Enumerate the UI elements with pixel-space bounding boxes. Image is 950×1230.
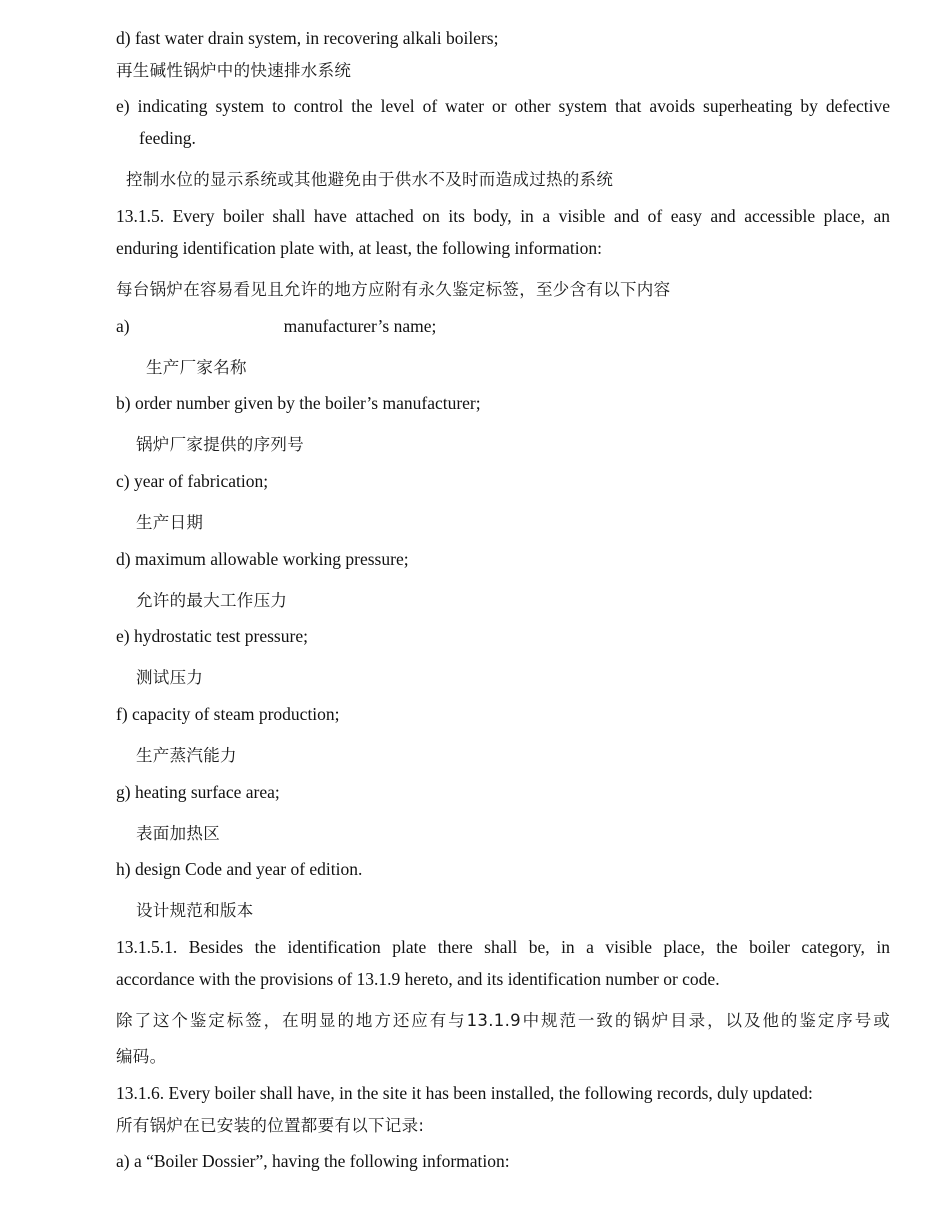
text-line-chinese: 编码。 xyxy=(116,1047,167,1066)
list-item: f) capacity of steam production; xyxy=(116,704,340,724)
list-item: c) year of fabrication; xyxy=(116,471,269,491)
list-item: d) maximum allowable working pressure; xyxy=(116,549,409,569)
list-item: b) order number given by the boiler’s manufacturer; xyxy=(116,393,481,413)
text-line: feeding. xyxy=(139,128,196,148)
text-line-chinese: 每台锅炉在容易看见且允许的地方应附有永久鉴定标签，至少含有以下内容 xyxy=(116,280,671,299)
list-item-text: manufacturer’s name; xyxy=(283,316,437,336)
text-line-chinese: 再生碱性锅炉中的快速排水系统 xyxy=(116,61,352,80)
text-line-chinese: 测试压力 xyxy=(136,668,204,687)
text-line: 13.1.6. Every boiler shall have, in the site it has been installed, the following records, duly updated: xyxy=(116,1083,813,1103)
list-item-marker: a) xyxy=(116,316,130,336)
text-line: 13.1.5.1. Besides the identification plate there shall be, in a visible place, the boiler category, in xyxy=(116,937,890,957)
list-item: h) design Code and year of edition. xyxy=(116,859,363,879)
text-line-chinese: 锅炉厂家提供的序列号 xyxy=(136,435,304,454)
text-line-chinese: 生产日期 xyxy=(136,513,204,532)
text-line-chinese: 除了这个鉴定标签，在明显的地方还应有与13.1.9中规范一致的锅炉目录，以及他的鉴定序号或 xyxy=(116,1011,890,1030)
text-line-chinese: 生产厂家名称 xyxy=(146,358,247,377)
text-line-chinese: 允许的最大工作压力 xyxy=(136,591,288,610)
text-line-chinese: 生产蒸汽能力 xyxy=(136,746,237,765)
text-line-chinese: 设计规范和版本 xyxy=(136,901,254,920)
text-line: e) indicating system to control the level of water or other system that avoids superheating by defective xyxy=(116,96,890,116)
text-line: d) fast water drain system, in recovering alkali boilers; xyxy=(116,28,499,48)
text-line: enduring identification plate with, at least, the following information: xyxy=(116,238,602,258)
text-line-chinese: 所有锅炉在已安装的位置都要有以下记录: xyxy=(116,1116,425,1135)
text-line: 13.1.5. Every boiler shall have attached on its body, in a visible and of easy and accessible place, an xyxy=(116,206,890,226)
text-line-chinese: 控制水位的显示系统或其他避免由于供水不及时而造成过热的系统 xyxy=(126,170,614,189)
text-line: accordance with the provisions of 13.1.9 hereto, and its identification number or code. xyxy=(116,969,720,989)
text-line-chinese: 表面加热区 xyxy=(136,824,220,843)
list-item: a) a “Boiler Dossier”, having the following information: xyxy=(116,1151,510,1171)
list-item xyxy=(116,310,890,342)
list-item: g) heating surface area; xyxy=(116,782,280,802)
list-item: e) hydrostatic test pressure; xyxy=(116,626,308,646)
